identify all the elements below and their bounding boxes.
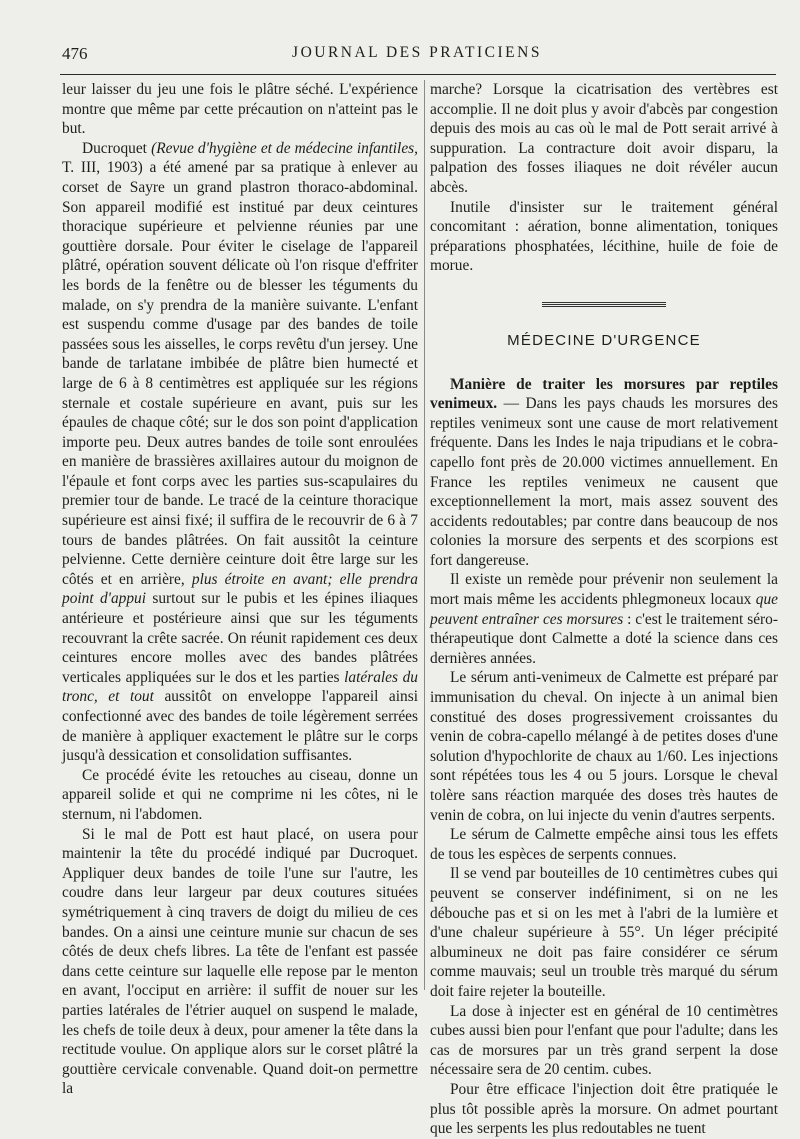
paragraph-text: — Dans les pays chauds les morsures des reptiles venimeux sont une cause de mort relativement fréquente. Dans les Indes le naja tripudians et le cobra-capello font près de 20.000 victimes annuellement. En France les reptiles venimeux ne causent que exceptionnellement la mort, mais assez souvent des accidents redoutables; par contre dans beaucoup de nos colonies la morsure des serpents et des scorpions est fort dangereuse. (430, 395, 778, 569)
paragraph: Ce procédé évite les retouches au ciseau, donne un appareil solide et qui ne comprime ni les côtes, ni le sternum, ni l'abdomen. (62, 766, 418, 823)
paragraph-text: T. III, 1903) a été amené par sa pratique à enlever au corset de Sayre un grand plastron thoraco-abdominal. Son appareil modifié est institué par deux ceintures thoracique supérieure et pelvienne réunies par une gouttière dorsale. Pour éviter le ciselage de l'appareil plâtré, opération souvent délicate où l'on risque d'effriter les bords de la fenêtre ou de blesser les téguments du malade, on s'y prendra de la manière suivante. L'enfant est suspendu comme d'usage par des bandes de toile passées sous les aisselles, le corps revêtu d'un jersey. Une bande de tarlatane imbibée de plâtre bien humecté et large de 6 à 8 centimètres est appliquée sur les régions sternale et costale supérieure en avant, puis sur les épaules de chaque côté; sur le dos son point d'application importe peu. Deux autres bandes de toile sont enroulées en manière de brassières axillaires autour du moignon de l'épaule et font corps avec les parties sus-scapulaires du premier tour de bande. Le tracé de la ceinture thoracique supérieure est ainsi fixé; il suffira de le recouvrir de 6 à 7 tours de bandes plâtrées. On fait aussitôt la ceinture pelvienne. Cette dernière ceinture doit être large sur les côtés et en arrière, (62, 159, 418, 588)
paragraph: Inutile d'insister sur le traitement général concomitant : aération, bonne alimentation, toniques préparations phosphatées, lécithine, huile de foie de morue. (430, 198, 778, 275)
column-divider (424, 80, 425, 990)
running-title: JOURNAL DES PRATICIENS (292, 44, 542, 61)
header-rule (60, 74, 776, 75)
section-heading: MÉDECINE D'URGENCE (507, 331, 701, 349)
paragraph: La dose à injecter est en général de 10 centimètres cubes aussi bien pour l'enfant que pour l'adulte; dans les cas de morsures par un très grand serpent la dose nécessaire sera de 20 centim. cubes. (430, 1002, 778, 1079)
italic-text: latérales du tronc, et tout (62, 668, 418, 706)
paragraph: leur laisser du jeu une fois le plâtre séché. L'expérience montre que même par cette précaution on n'atteint pas le but. (62, 81, 418, 138)
paragraph: Le sérum anti-venimeux de Calmette est préparé par immunisation du cheval. On injecte à un animal bien constitué des doses progressivement croissantes du venin de cobra-capello mélangé à de petites doses d'une solution d'hypochlorite de chaux au 1/60. Les injections sont répétées tous les 4 ou 5 jours. Lorsque le cheval tolère sans réaction marquée des doses très hautes de venin de cobra, on lui injecte du venin d'autres serpents. (430, 669, 778, 824)
section-ornament-rule (542, 302, 666, 307)
italic-text: que peuvent entraîner ces morsures (430, 591, 778, 628)
paragraph-text: Il existe un remède pour prévenir non seulement la mort mais même les accidents phlegmoneux locaux (430, 571, 778, 609)
paragraph (430, 570, 778, 668)
author-name: Ducroquet (82, 139, 147, 157)
italic-text: plus étroite en avant; elle prendra point d'appui (62, 570, 418, 608)
paragraph: marche? Lorsque la cicatrisation des vertèbres est accomplie. Il ne doit plus y avoir d'abcès par congestion depuis des mois au cas où le mal de Pott serait arrivé à suppuration. La contracture doit avoir disparu, la palpation des fosses iliaques ne doit révéler aucun abcès. (430, 81, 778, 196)
paragraph: Si le mal de Pott est haut placé, on usera pour maintenir la tête du procédé indiqué par Ducroquet. Appliquer deux bandes de toile l'une sur l'autre, les coudre dans leur largeur par deux coutures situées symétriquement à cinq travers de doigt du milieu de ces bandes. On a ainsi une ceinture munie sur chacun de ses côtés de deux chefs libres. La tête de l'enfant est passée dans cette ceinture sur laquelle elle repose par le menton en avant, l'occiput en arrière: il suffit de nouer sur les parties latérales de l'étrier auquel on suspend le malade, les chefs de toile deux à deux, pour amener la tête dans la rectitude voulue. On applique alors sur le corset plâtré la gouttière cervicale convenable. Quand doit-on permettre la (62, 825, 418, 1098)
paragraph-text: : c'est le traitement séro-thérapeutique dont Calmette a doté la science dans ces dernières années. (430, 610, 778, 667)
paragraph: Le sérum de Calmette empêche ainsi tous les effets de tous les espèces de serpents connues. (430, 826, 778, 863)
paragraph (62, 139, 418, 766)
paragraph: Il se vend par bouteilles de 10 centimètres cubes qui peuvent se conserver indéfiniment, si on ne les débouche pas et si on les met à l'abri de la lumière et d'une chaleur supérieure à 55°. Un léger précipité albumineux ne doit pas faire considérer ce sérum comme mauvais; seul un trouble très marqué du sérum doit faire rejeter la bouteille. (430, 865, 778, 1000)
article-title: Manière de traiter les morsures par reptiles venimeux. (430, 375, 778, 413)
page-number: 476 (62, 44, 88, 63)
citation: (Revue d'hygiène et de médecine infantiles, (151, 139, 418, 157)
paragraph (430, 375, 778, 571)
right-column (430, 80, 778, 1139)
paragraph: Pour être efficace l'injection doit être pratiquée le plus tôt possible après la morsure. On admet pourtant que les serpents les plus redoutables ne tuent (430, 1080, 778, 1138)
paragraph-text: aussitôt on enveloppe l'appareil ainsi confectionné avec des bandes de toile légèrement serrées de manière à appliquer exactement le plâtre sur le corps jusqu'à dessication et consolidation suffisantes. (62, 688, 418, 765)
page-header (62, 44, 772, 66)
left-column (62, 80, 418, 1099)
paragraph-text: surtout sur le pubis et les épines iliaques antérieure et postérieure ainsi que sur les téguments recouvrant la crête sacrée. On réunit rapidement ces deux ceintures encore molles avec des bandes plâtrées verticales appliquées sur le dos et les parties (62, 590, 418, 686)
